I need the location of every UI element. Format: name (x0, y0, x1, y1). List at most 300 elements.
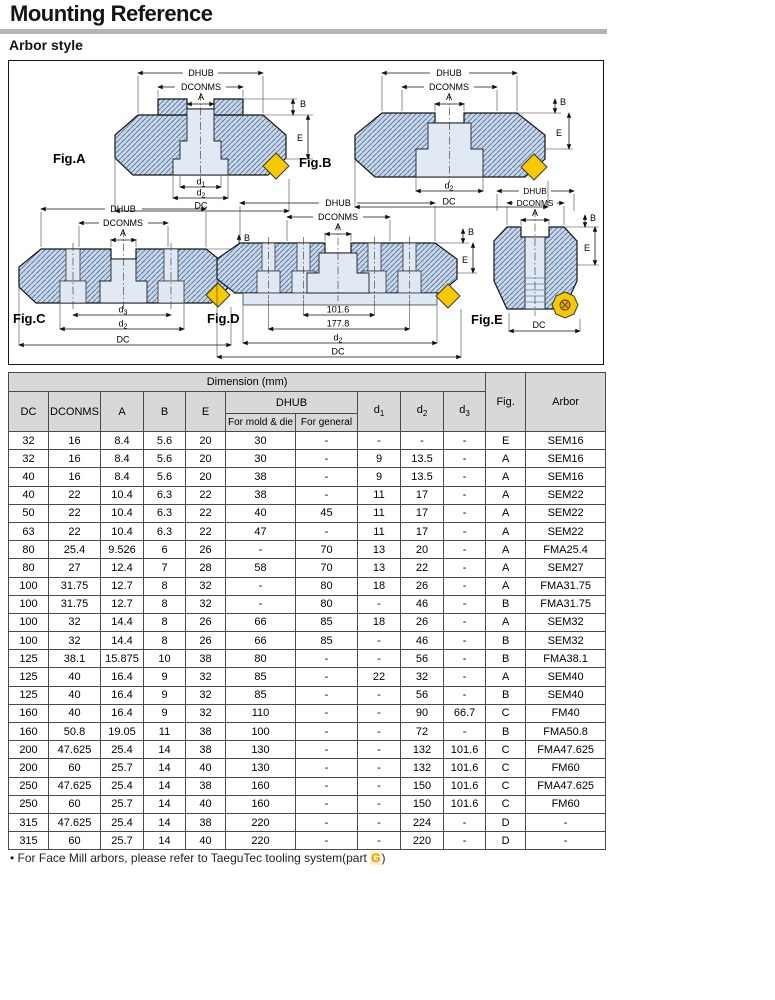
insert-round-icon (552, 292, 578, 318)
table-cell: 101.6 (444, 759, 486, 777)
table-cell: 40 (9, 486, 49, 504)
table-cell: SEM22 (526, 486, 606, 504)
table-cell: FMA31.75 (526, 595, 606, 613)
table-cell: - (444, 813, 486, 831)
table-cell: 32 (186, 577, 226, 595)
table-cell: 25.4 (101, 741, 144, 759)
dim-label-d2: $d_2$ (118, 318, 128, 331)
dim-label-dc: DC (331, 346, 345, 357)
table-cell: 25.7 (101, 832, 144, 850)
figure-d (205, 193, 480, 368)
table-cell: 16.4 (101, 704, 144, 722)
dim-label-a: A (197, 92, 205, 102)
table-cell: 47.625 (49, 813, 101, 831)
table-cell: - (296, 723, 358, 741)
table-cell: 5.6 (144, 450, 186, 468)
table-cell: 22 (358, 668, 401, 686)
table-cell: - (526, 832, 606, 850)
table-cell: 46 (401, 595, 444, 613)
table-cell: 220 (226, 832, 296, 850)
table-cell: FMA25.4 (526, 541, 606, 559)
table-cell: 66 (226, 613, 296, 631)
table-cell: 160 (226, 795, 296, 813)
table-row (9, 541, 606, 559)
table-cell: 17 (401, 504, 444, 522)
table-cell: 14 (144, 813, 186, 831)
table-cell: FM60 (526, 759, 606, 777)
table-row (9, 741, 606, 759)
col-e: E (186, 392, 226, 432)
table-cell: 14 (144, 759, 186, 777)
table-cell: 101.6 (444, 777, 486, 795)
table-cell: - (296, 759, 358, 777)
table-cell: 50.8 (49, 723, 101, 741)
table-cell: 160 (226, 777, 296, 795)
table-cell: 40 (186, 795, 226, 813)
dim-label-dconms: DCONMS (103, 218, 143, 228)
dim-label-d2: $d_2$ (333, 332, 343, 345)
table-cell: 32 (49, 632, 101, 650)
table-cell: 11 (358, 486, 401, 504)
table-cell: C (486, 759, 526, 777)
table-cell: 25.4 (101, 777, 144, 795)
table-cell: A (486, 522, 526, 540)
table-cell: 8.4 (101, 450, 144, 468)
fig-e-body (494, 209, 578, 318)
table-cell: - (358, 741, 401, 759)
table-cell: 16 (49, 468, 101, 486)
table-cell: FM40 (526, 704, 606, 722)
table-cell: 30 (226, 450, 296, 468)
table-cell: 12.7 (101, 595, 144, 613)
table-cell: - (444, 668, 486, 686)
table-cell: 56 (401, 686, 444, 704)
table-cell: E (486, 432, 526, 450)
table-cell: 125 (9, 650, 49, 668)
table-cell: - (296, 522, 358, 540)
table-row (9, 777, 606, 795)
table-cell: 200 (9, 759, 49, 777)
table-cell: C (486, 777, 526, 795)
table-cell: 80 (296, 577, 358, 595)
table-row (9, 522, 606, 540)
table-cell: - (526, 813, 606, 831)
table-cell: 32 (401, 668, 444, 686)
table-cell: 100 (9, 577, 49, 595)
table-cell: 14.4 (101, 632, 144, 650)
table-row (9, 432, 606, 450)
table-cell: 22 (401, 559, 444, 577)
table-cell: 66 (226, 632, 296, 650)
table-cell: 80 (296, 595, 358, 613)
col-arbor: Arbor (526, 373, 606, 432)
table-cell: 28 (186, 559, 226, 577)
title-rule (0, 29, 607, 34)
table-row (9, 468, 606, 486)
table-cell: - (358, 795, 401, 813)
footnote-part-badge: G (371, 851, 381, 865)
table-cell: A (486, 541, 526, 559)
table-row (9, 832, 606, 850)
table-cell: - (444, 577, 486, 595)
table-cell: - (444, 432, 486, 450)
table-cell: 20 (186, 432, 226, 450)
table-cell: 8 (144, 613, 186, 631)
table-cell: 12.7 (101, 577, 144, 595)
dim-label-a: A (334, 222, 342, 232)
table-cell: 6 (144, 541, 186, 559)
table-cell: 11 (358, 504, 401, 522)
table-row (9, 595, 606, 613)
table-cell: 16.4 (101, 668, 144, 686)
table-cell: 132 (401, 759, 444, 777)
table-cell: 32 (186, 704, 226, 722)
table-cell: SEM16 (526, 432, 606, 450)
table-cell: 13 (358, 541, 401, 559)
table-cell: 10 (144, 650, 186, 668)
table-cell: 22 (186, 522, 226, 540)
table-cell: - (444, 686, 486, 704)
table-cell: B (486, 595, 526, 613)
table-cell: 70 (296, 559, 358, 577)
dim-label-b: B (467, 227, 475, 237)
table-row (9, 577, 606, 595)
table-cell: 25.4 (101, 813, 144, 831)
table-cell: 132 (401, 741, 444, 759)
table-cell: 14 (144, 795, 186, 813)
table-cell: D (486, 813, 526, 831)
table-cell: 6.3 (144, 522, 186, 540)
table-cell: 8.4 (101, 468, 144, 486)
table-cell: 30 (226, 432, 296, 450)
table-cell: 220 (401, 832, 444, 850)
table-cell: 58 (226, 559, 296, 577)
table-cell: SEM16 (526, 450, 606, 468)
table-cell: 315 (9, 813, 49, 831)
table-cell: 20 (401, 541, 444, 559)
table-cell: - (296, 795, 358, 813)
table-cell: SEM22 (526, 522, 606, 540)
table-cell: - (444, 650, 486, 668)
dim-label-e: E (461, 255, 469, 265)
table-cell: SEM32 (526, 613, 606, 631)
table-cell: SEM40 (526, 686, 606, 704)
table-cell: - (358, 686, 401, 704)
table-cell: B (486, 650, 526, 668)
table-cell: 26 (186, 541, 226, 559)
footnote-text-after: ) (381, 851, 386, 865)
table-cell: 47 (226, 522, 296, 540)
table-cell: A (486, 450, 526, 468)
table-cell: A (486, 504, 526, 522)
fig-d-body (217, 223, 460, 308)
table-cell: 38.1 (49, 650, 101, 668)
table-cell: 80 (9, 559, 49, 577)
table-cell: 8 (144, 595, 186, 613)
table-cell: - (296, 741, 358, 759)
table-cell: 11 (144, 723, 186, 741)
dim-label-a: A (445, 92, 453, 102)
col-dhub-general: For general (296, 414, 358, 432)
table-cell: 31.75 (49, 577, 101, 595)
table-cell: - (444, 559, 486, 577)
table-cell: 32 (9, 450, 49, 468)
table-cell: - (296, 432, 358, 450)
figure-d-label: Fig.D (207, 311, 240, 326)
table-cell: 38 (186, 741, 226, 759)
table-cell: 26 (186, 613, 226, 631)
table-cell: 45 (296, 504, 358, 522)
table-cell: 60 (49, 795, 101, 813)
table-row (9, 650, 606, 668)
table-cell: B (486, 686, 526, 704)
footnote-bullet: • (10, 851, 15, 865)
table-cell: FMA38.1 (526, 650, 606, 668)
table-cell: - (226, 595, 296, 613)
dim-label-dc: DC (532, 320, 546, 330)
table-cell: 100 (226, 723, 296, 741)
table-cell: 40 (186, 832, 226, 850)
table-cell: - (296, 832, 358, 850)
col-dconms: DCONMS (49, 392, 101, 432)
table-cell: 8.4 (101, 432, 144, 450)
table-cell: SEM32 (526, 632, 606, 650)
dim-label-dhub: DHUB (523, 186, 547, 196)
table-cell: 40 (49, 686, 101, 704)
dim-label-dc: DC (442, 196, 456, 207)
table-cell: 150 (401, 795, 444, 813)
table-cell: 130 (226, 741, 296, 759)
table-cell: 17 (401, 486, 444, 504)
dim-label-b: B (243, 233, 251, 243)
table-cell: 90 (401, 704, 444, 722)
table-cell: 224 (401, 813, 444, 831)
table-cell: - (444, 595, 486, 613)
dim-label-101-6: 101.6 (326, 304, 350, 315)
table-cell: 85 (226, 686, 296, 704)
col-dc: DC (9, 392, 49, 432)
table-cell: 100 (9, 595, 49, 613)
table-cell: A (486, 668, 526, 686)
table-cell: 27 (49, 559, 101, 577)
dim-label-dhub: DHUB (325, 198, 351, 208)
table-row (9, 813, 606, 831)
table-cell: A (486, 613, 526, 631)
table-cell: 85 (226, 668, 296, 686)
table-cell: 38 (186, 777, 226, 795)
table-cell: FMA31.75 (526, 577, 606, 595)
table-cell: 40 (49, 704, 101, 722)
table-cell: - (444, 504, 486, 522)
table-cell: 26 (401, 613, 444, 631)
table-cell: B (486, 723, 526, 741)
table-cell: - (358, 432, 401, 450)
table-cell: 22 (49, 504, 101, 522)
fig-c-body (19, 229, 230, 309)
table-cell: 15.875 (101, 650, 144, 668)
table-row (9, 450, 606, 468)
table-cell: 25.4 (49, 541, 101, 559)
table-cell: 38 (226, 468, 296, 486)
table-cell: 31.75 (49, 595, 101, 613)
table-cell: 6.3 (144, 486, 186, 504)
dim-label-dconms: DCONMS (181, 82, 221, 92)
table-cell: 56 (401, 650, 444, 668)
table-cell: - (444, 522, 486, 540)
table-cell: - (296, 650, 358, 668)
table-cell: - (296, 486, 358, 504)
table-cell: 10.4 (101, 522, 144, 540)
table-cell: 250 (9, 777, 49, 795)
table-cell: - (358, 650, 401, 668)
table-cell: 32 (186, 686, 226, 704)
dim-label-dhub: DHUB (110, 204, 136, 214)
dim-label-d2: $d_2$ (196, 187, 206, 200)
table-cell: SEM27 (526, 559, 606, 577)
col-d3: $d_3$ (444, 392, 486, 432)
table-cell: C (486, 795, 526, 813)
table-cell: 85 (296, 613, 358, 631)
table-cell: 9 (358, 468, 401, 486)
section-subtitle: Arbor style (9, 37, 83, 53)
dim-label-b: B (299, 99, 307, 109)
col-group-dimension: Dimension (mm) (9, 373, 486, 392)
table-row (9, 723, 606, 741)
table-cell: 66.7 (444, 704, 486, 722)
table-row (9, 686, 606, 704)
table-cell: 40 (9, 468, 49, 486)
dim-label-dc: DC (116, 334, 130, 345)
table-cell: SEM40 (526, 668, 606, 686)
table-row (9, 504, 606, 522)
table-cell: C (486, 741, 526, 759)
table-cell: 32 (186, 595, 226, 613)
dim-label-d2: $d_2$ (444, 180, 454, 193)
table-row (9, 668, 606, 686)
table-cell: 50 (9, 504, 49, 522)
table-cell: 25.7 (101, 795, 144, 813)
table-cell: 40 (186, 759, 226, 777)
footnote-text: For Face Mill arbors, please refer to TaeguTec tooling system(part (17, 851, 371, 865)
table-cell: 18 (358, 613, 401, 631)
table-cell: - (358, 759, 401, 777)
table-cell: 70 (296, 541, 358, 559)
table-cell: 60 (49, 832, 101, 850)
table-cell: - (226, 541, 296, 559)
table-cell: 12.4 (101, 559, 144, 577)
table-cell: 40 (49, 668, 101, 686)
table-cell: - (444, 632, 486, 650)
table-cell: FMA47.625 (526, 777, 606, 795)
fig-b-body (355, 93, 547, 183)
dim-label-a: A (531, 208, 539, 218)
table-cell: 100 (9, 632, 49, 650)
table-cell: 9 (144, 686, 186, 704)
dim-label-dc: DC (194, 200, 208, 211)
table-cell: 38 (226, 486, 296, 504)
table-cell: 10.4 (101, 504, 144, 522)
table-cell: - (444, 832, 486, 850)
table-cell: - (358, 813, 401, 831)
table-cell: D (486, 832, 526, 850)
table-cell: 18 (358, 577, 401, 595)
table-cell: 6.3 (144, 504, 186, 522)
table-cell: 8 (144, 632, 186, 650)
table-cell: - (358, 777, 401, 795)
col-d1: $d_1$ (358, 392, 401, 432)
table-cell: - (444, 450, 486, 468)
table-cell: 13 (358, 559, 401, 577)
table-cell: - (358, 595, 401, 613)
dim-label-a: A (119, 228, 127, 238)
table-cell: 14 (144, 832, 186, 850)
table-cell: 5.6 (144, 432, 186, 450)
table-cell: - (444, 468, 486, 486)
table-row (9, 613, 606, 631)
table-cell: 101.6 (444, 741, 486, 759)
dim-label-e: E (296, 133, 304, 143)
table-cell: 22 (186, 486, 226, 504)
table-cell: 9 (144, 668, 186, 686)
table-cell: 38 (186, 813, 226, 831)
table-row (9, 704, 606, 722)
table-cell: - (296, 704, 358, 722)
table-cell: - (358, 704, 401, 722)
table-cell: 150 (401, 777, 444, 795)
table-cell: 38 (186, 650, 226, 668)
table-cell: - (296, 668, 358, 686)
table-cell: 72 (401, 723, 444, 741)
figure-c-label: Fig.C (13, 311, 46, 326)
table-cell: - (358, 832, 401, 850)
table-cell: 10.4 (101, 486, 144, 504)
col-b: B (144, 392, 186, 432)
table-cell: 38 (186, 723, 226, 741)
table-cell: - (444, 541, 486, 559)
table-cell: 22 (49, 486, 101, 504)
footnote (10, 851, 385, 865)
table-row (9, 559, 606, 577)
table-cell: 100 (9, 613, 49, 631)
table-cell: 80 (9, 541, 49, 559)
table-cell: 101.6 (444, 795, 486, 813)
table-cell: 16 (49, 450, 101, 468)
table-cell: 220 (226, 813, 296, 831)
table-cell: - (444, 613, 486, 631)
table-cell: SEM22 (526, 504, 606, 522)
table-row (9, 632, 606, 650)
dim-label-dhub: DHUB (188, 68, 214, 78)
table-cell: 22 (49, 522, 101, 540)
table-cell: 16.4 (101, 686, 144, 704)
table-cell: 13.5 (401, 468, 444, 486)
table-cell: 14.4 (101, 613, 144, 631)
table-cell: 32 (186, 668, 226, 686)
table-cell: 250 (9, 795, 49, 813)
table-cell: - (401, 432, 444, 450)
table-cell: 8 (144, 577, 186, 595)
table-body (9, 432, 606, 850)
table-cell: A (486, 468, 526, 486)
table-cell: - (296, 813, 358, 831)
table-cell: - (296, 450, 358, 468)
table-cell: 13.5 (401, 450, 444, 468)
table-cell: 47.625 (49, 777, 101, 795)
table-cell: 16 (49, 432, 101, 450)
table-cell: 9 (358, 450, 401, 468)
table-row (9, 486, 606, 504)
table-cell: 7 (144, 559, 186, 577)
